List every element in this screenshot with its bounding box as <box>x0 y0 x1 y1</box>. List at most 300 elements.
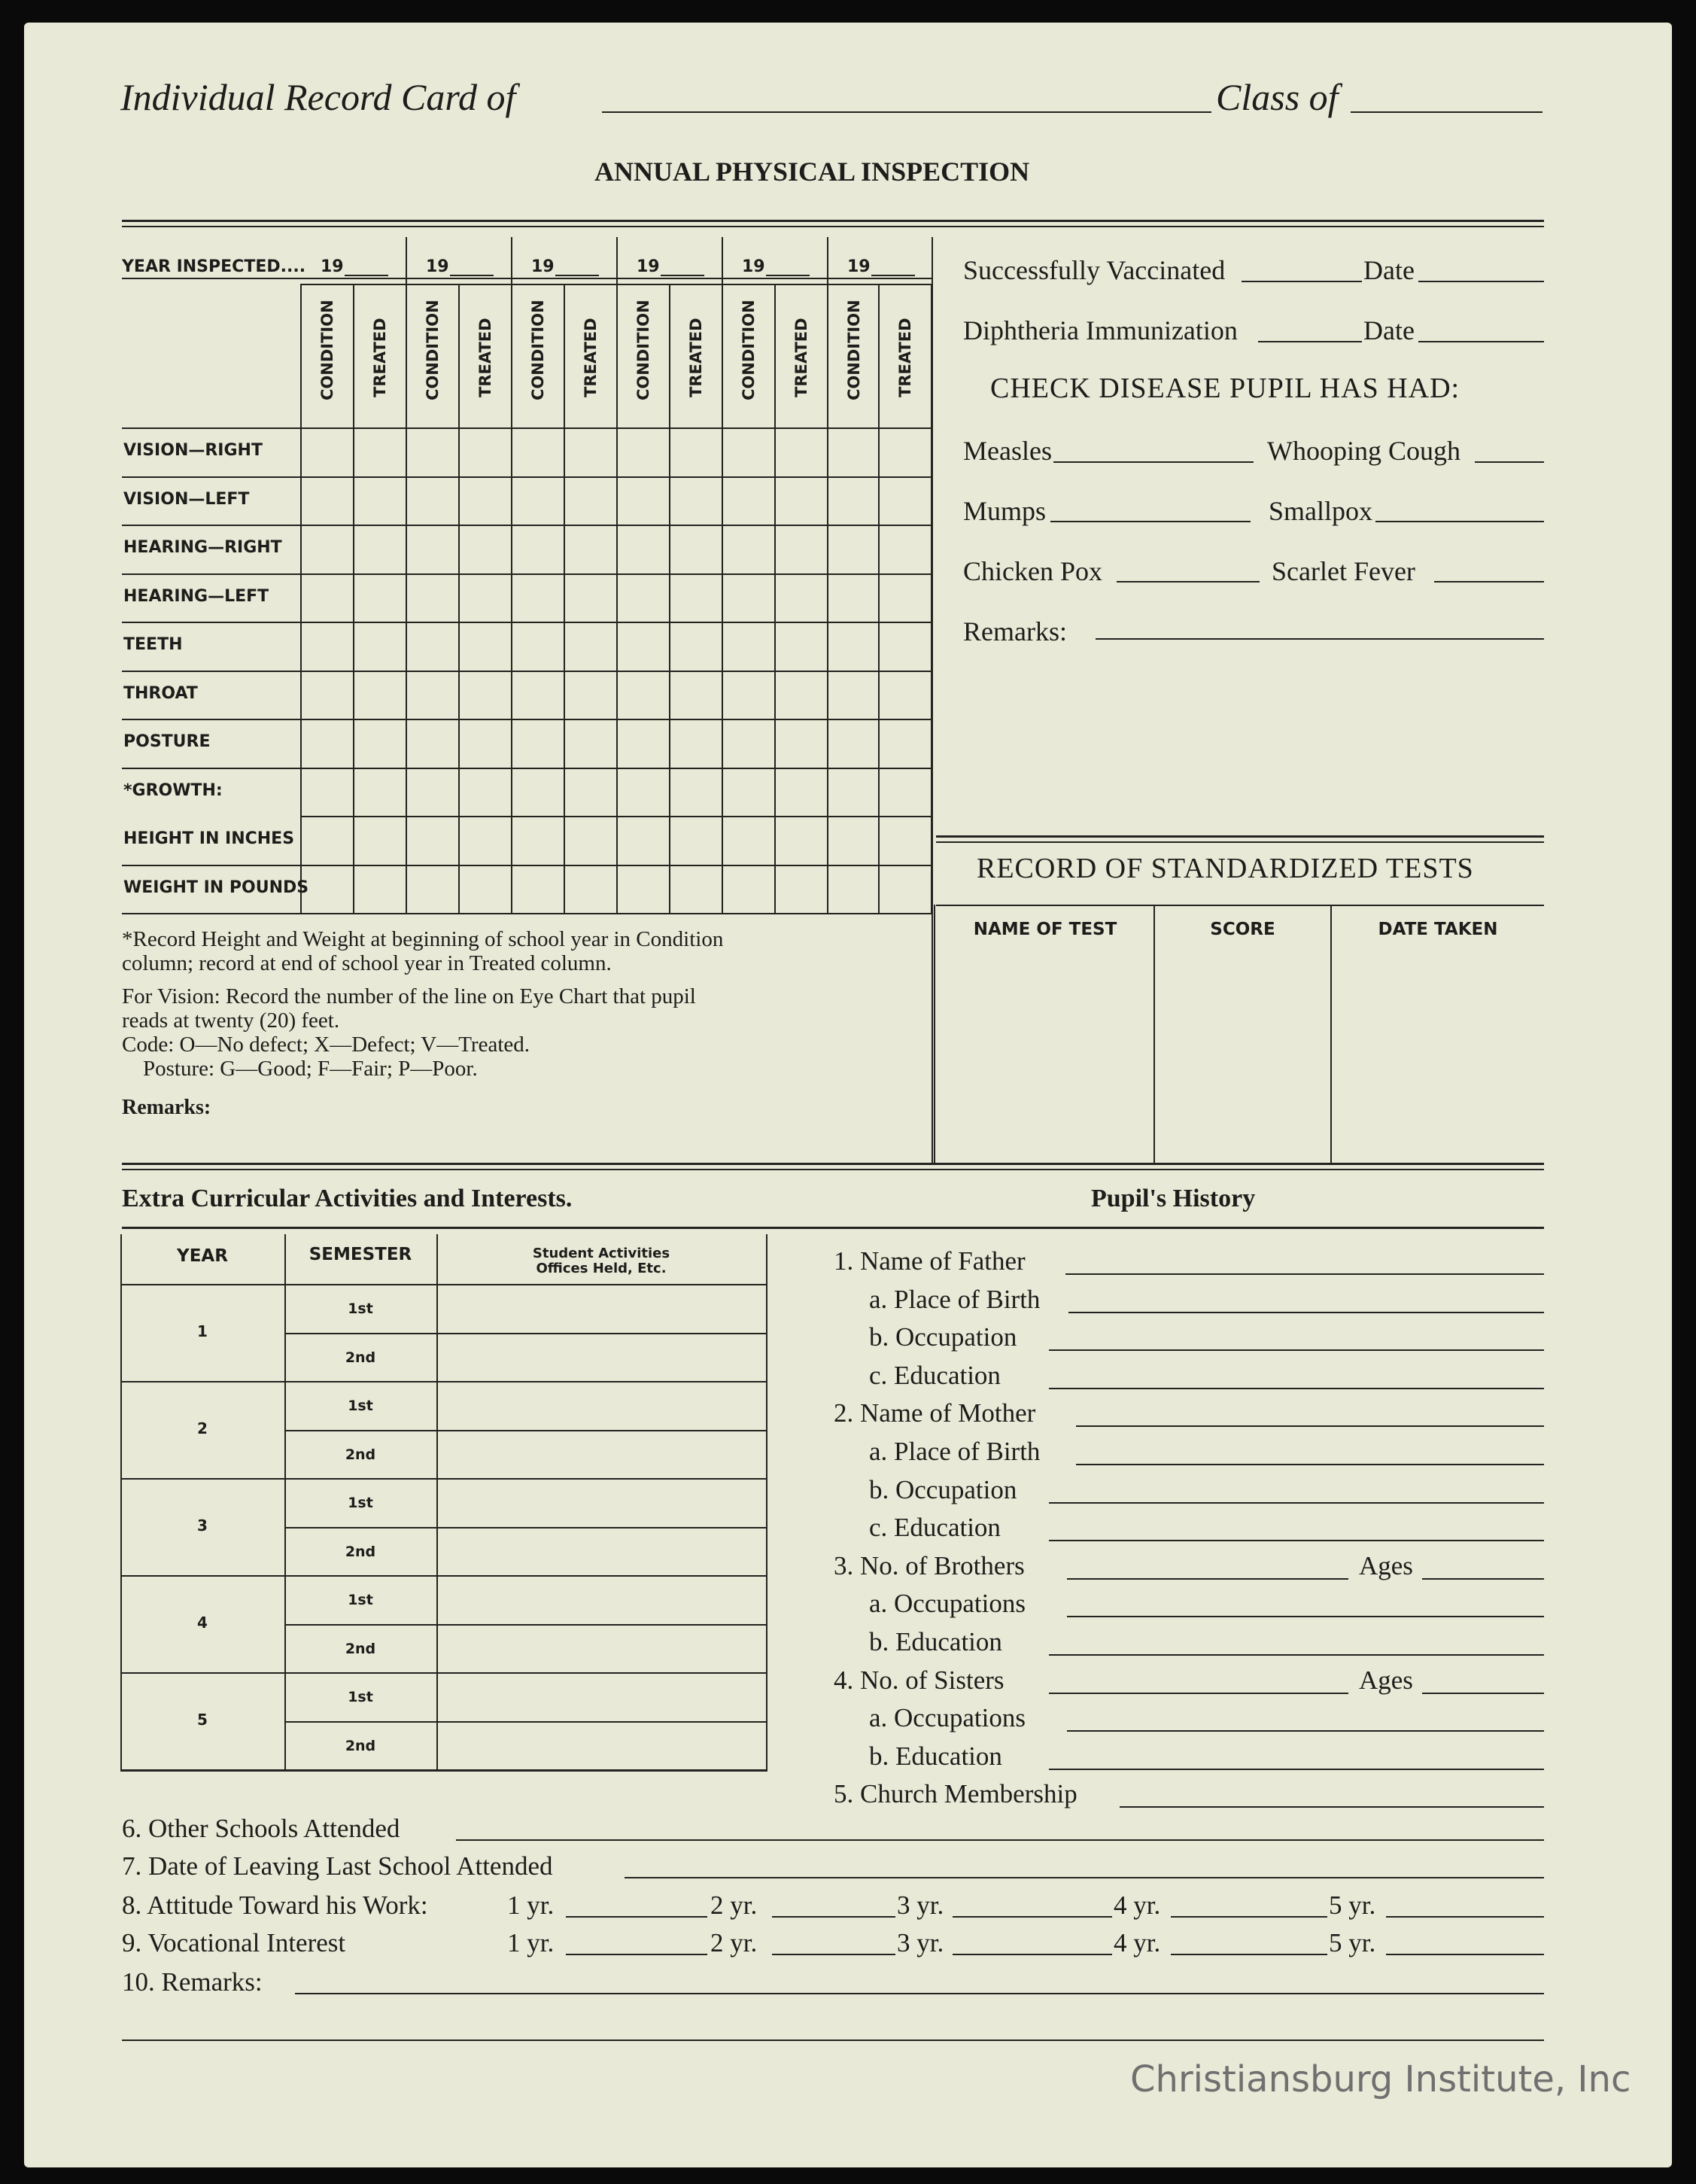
inspection-cell[interactable] <box>671 721 721 765</box>
tests-col-date: DATE TAKEN <box>1378 920 1498 939</box>
year-label: 2 yr. <box>710 1928 758 1957</box>
inspection-cell[interactable] <box>566 673 615 717</box>
note-line: reads at twenty (20) feet. <box>122 1008 340 1033</box>
inspection-row-label: VISION—LEFT <box>123 489 250 509</box>
inspection-cell[interactable] <box>513 479 563 523</box>
semester-label: 1st <box>348 1495 373 1511</box>
inspection-row-label: *GROWTH: <box>123 780 223 800</box>
inspection-cell[interactable] <box>829 576 877 620</box>
year-label: 5 yr. <box>1329 1928 1376 1957</box>
tests-heading: RECORD OF STANDARDIZED TESTS <box>977 853 1474 884</box>
inspection-cell[interactable] <box>566 430 615 474</box>
inspection-cell[interactable] <box>671 479 721 523</box>
inspection-row-label: WEIGHT IN POUNDS <box>123 878 309 897</box>
inspection-cell[interactable] <box>460 430 510 474</box>
year-divider <box>827 237 828 284</box>
activities-col-year: YEAR <box>177 1246 228 1266</box>
activities-col-student: Student Activities <box>532 1246 670 1261</box>
inspection-cell[interactable] <box>460 867 510 911</box>
check-disease-heading: CHECK DISEASE PUPIL HAS HAD: <box>990 373 1460 404</box>
bottom-line-label: 7. Date of Leaving Last School Attended <box>122 1851 553 1881</box>
inspection-cell[interactable] <box>619 673 668 717</box>
bottom-rule <box>122 2040 1544 2041</box>
inspection-cell[interactable] <box>880 527 930 571</box>
activities-col-offices: Offices Held, Etc. <box>536 1261 667 1276</box>
activities-year-label: 1 <box>197 1322 208 1340</box>
inspection-cell[interactable] <box>619 576 668 620</box>
semester-label: 2nd <box>345 1446 376 1463</box>
ages-field[interactable] <box>1422 1578 1544 1580</box>
grid-row-line <box>122 768 932 769</box>
inspection-cell[interactable] <box>513 430 563 474</box>
inspection-cell[interactable] <box>777 527 826 571</box>
year-field[interactable] <box>555 275 599 276</box>
inspection-cell[interactable] <box>355 721 405 765</box>
health-remarks-field[interactable] <box>1096 638 1544 640</box>
inspection-cell[interactable] <box>513 770 563 814</box>
card-title: Individual Record Card of <box>120 76 516 118</box>
inspection-cell[interactable] <box>408 867 457 911</box>
grid-row-line <box>122 573 932 575</box>
inspection-cell[interactable] <box>355 673 405 717</box>
activities-col-line <box>766 1234 767 1769</box>
inspection-cell[interactable] <box>302 479 352 523</box>
year-divider <box>406 237 407 284</box>
inspection-cell[interactable] <box>829 430 877 474</box>
history-field[interactable] <box>1049 1693 1348 1694</box>
watermark: Christiansburg Institute, Inc <box>1130 2058 1631 2100</box>
history-field[interactable] <box>1067 1616 1544 1617</box>
mid-rule-2 <box>122 1169 1544 1170</box>
history-line-label: b. Occupation <box>869 1322 1017 1352</box>
year-rating-field[interactable] <box>953 1954 1112 1955</box>
activity-cell[interactable] <box>439 1675 763 1718</box>
semester-rule <box>284 1527 766 1528</box>
activity-cell[interactable] <box>439 1481 763 1524</box>
history-field[interactable] <box>1049 1540 1544 1541</box>
inspection-cell[interactable] <box>302 430 352 474</box>
activities-header-rule <box>120 1284 436 1285</box>
tests-col-divider <box>1153 905 1155 1163</box>
inspection-cell[interactable] <box>724 479 774 523</box>
history-line-label: a. Occupations <box>869 1703 1026 1733</box>
year-divider <box>511 237 512 284</box>
activities-col-line <box>120 1234 122 1769</box>
year-divider <box>722 237 723 284</box>
activities-col-semester: SEMESTER <box>309 1245 412 1264</box>
year-label: 4 yr. <box>1114 1928 1161 1957</box>
condition-header: CONDITION <box>845 300 863 400</box>
inspection-cell[interactable] <box>460 527 510 571</box>
inspection-cell[interactable] <box>302 721 352 765</box>
activity-cell[interactable] <box>439 1336 763 1379</box>
inspection-cell[interactable] <box>619 867 668 911</box>
inspection-cell[interactable] <box>671 673 721 717</box>
year-rule <box>120 1575 766 1577</box>
inspection-cell[interactable] <box>880 867 930 911</box>
inspection-cell[interactable] <box>355 867 405 911</box>
inspection-cell[interactable] <box>829 818 877 862</box>
activity-cell[interactable] <box>439 1627 763 1670</box>
inspection-cell[interactable] <box>829 721 877 765</box>
inspection-cell[interactable] <box>880 721 930 765</box>
inspection-cell[interactable] <box>671 430 721 474</box>
inspection-cell[interactable] <box>460 818 510 862</box>
mid-rule <box>122 1163 1544 1165</box>
inspection-cell[interactable] <box>408 721 457 765</box>
tests-col-score: SCORE <box>1210 920 1275 939</box>
inspection-cell[interactable] <box>724 430 774 474</box>
tests-header-rule <box>936 905 1544 906</box>
disease-field[interactable] <box>1375 521 1544 522</box>
year-label: 3 yr. <box>897 1890 944 1920</box>
inspection-cell[interactable] <box>724 770 774 814</box>
year-field[interactable] <box>766 275 810 276</box>
grid-row-line <box>122 622 932 623</box>
inspection-cell[interactable] <box>408 576 457 620</box>
history-field[interactable] <box>1076 1464 1544 1465</box>
inspection-cell[interactable] <box>777 721 826 765</box>
inspection-cell[interactable] <box>619 721 668 765</box>
year-prefix: 19 <box>426 257 449 276</box>
inspection-cell[interactable] <box>724 721 774 765</box>
inspection-cell[interactable] <box>302 576 352 620</box>
inspection-cell[interactable] <box>829 770 877 814</box>
inspection-cell[interactable] <box>777 479 826 523</box>
inspection-cell[interactable] <box>566 721 615 765</box>
grid-rule <box>122 278 932 279</box>
inspection-cell[interactable] <box>408 818 457 862</box>
disease-field[interactable] <box>1434 581 1544 583</box>
year-rating-field[interactable] <box>1386 1916 1544 1918</box>
section-rule <box>122 1227 1544 1229</box>
inspection-cell[interactable] <box>880 576 930 620</box>
inspection-cell[interactable] <box>302 867 352 911</box>
grid-rule <box>122 427 932 429</box>
activity-cell[interactable] <box>439 1530 763 1573</box>
history-field[interactable] <box>1076 1425 1544 1427</box>
inspection-cell[interactable] <box>880 673 930 717</box>
diphtheria-date-field[interactable] <box>1418 341 1544 342</box>
disease-label: Measles <box>963 436 1052 466</box>
inspection-cell[interactable] <box>460 721 510 765</box>
note-line: Code: O—No defect; X—Defect; V—Treated. <box>122 1033 530 1057</box>
tests-rule <box>936 835 1544 838</box>
inspection-cell[interactable] <box>566 624 615 668</box>
inspection-cell[interactable] <box>880 624 930 668</box>
inspection-cell[interactable] <box>566 527 615 571</box>
inspection-cell[interactable] <box>619 430 668 474</box>
history-field[interactable] <box>1065 1273 1544 1275</box>
year-divider <box>616 237 618 284</box>
history-line-label: 3. No. of Brothers <box>834 1550 1025 1580</box>
condition-header: CONDITION <box>634 300 652 400</box>
year-rating-field[interactable] <box>772 1916 895 1918</box>
year-rating-field[interactable] <box>566 1916 707 1918</box>
grid-row-line <box>122 525 932 526</box>
inspection-cell[interactable] <box>777 770 826 814</box>
inspection-cell[interactable] <box>724 867 774 911</box>
inspection-cell[interactable] <box>302 770 352 814</box>
inspection-cell[interactable] <box>829 624 877 668</box>
inspection-notes <box>122 927 723 1081</box>
inspection-cell[interactable] <box>777 818 826 862</box>
inspection-cell[interactable] <box>671 624 721 668</box>
year-rating-field[interactable] <box>566 1954 707 1955</box>
year-rating-field[interactable] <box>772 1954 895 1955</box>
inspection-cell[interactable] <box>460 576 510 620</box>
inspection-cell[interactable] <box>724 624 774 668</box>
inspection-cell[interactable] <box>619 527 668 571</box>
inspection-cell[interactable] <box>408 673 457 717</box>
inspection-cell[interactable] <box>777 624 826 668</box>
history-line-label: c. Education <box>869 1360 1001 1390</box>
inspection-cell[interactable] <box>671 576 721 620</box>
inspection-cell[interactable] <box>880 770 930 814</box>
inspection-cell[interactable] <box>566 479 615 523</box>
inspection-cell[interactable] <box>408 430 457 474</box>
inspection-cell[interactable] <box>619 479 668 523</box>
history-field[interactable] <box>1120 1806 1544 1808</box>
history-line-label: a. Place of Birth <box>869 1284 1041 1314</box>
inspection-cell[interactable] <box>355 479 405 523</box>
inspection-cell[interactable] <box>460 770 510 814</box>
history-field[interactable] <box>1068 1312 1544 1313</box>
top-rule <box>122 220 1544 222</box>
bottom-field[interactable] <box>456 1839 1544 1841</box>
note-line: For Vision: Record the number of the line on Eye Chart that pupil <box>122 984 696 1008</box>
disease-field[interactable] <box>1475 461 1544 463</box>
treated-header: TREATED <box>371 318 389 397</box>
inspection-cell[interactable] <box>513 576 563 620</box>
activity-cell[interactable] <box>439 1384 763 1427</box>
activity-cell[interactable] <box>439 1724 763 1767</box>
bottom-line-label: 8. Attitude Toward his Work: <box>122 1890 428 1920</box>
history-line-label: 2. Name of Mother <box>834 1398 1036 1428</box>
inspection-cell[interactable] <box>829 527 877 571</box>
inspection-row-label: POSTURE <box>123 732 211 751</box>
activities-year-label: 3 <box>197 1516 208 1535</box>
history-field[interactable] <box>1067 1578 1348 1580</box>
inspection-cell[interactable] <box>513 527 563 571</box>
diphtheria-field[interactable] <box>1258 341 1362 342</box>
semester-label: 1st <box>348 1398 373 1414</box>
year-rating-field[interactable] <box>1171 1954 1327 1955</box>
inspection-cell[interactable] <box>777 673 826 717</box>
grid-rule <box>122 913 932 914</box>
grid-row-line <box>301 816 932 817</box>
inspection-cell[interactable] <box>880 818 930 862</box>
year-rating-field[interactable] <box>953 1916 1112 1918</box>
inspection-cell[interactable] <box>460 624 510 668</box>
year-prefix: 19 <box>742 257 765 276</box>
inspection-cell[interactable] <box>566 818 615 862</box>
grid-row-line <box>122 865 932 866</box>
inspection-row-label: HEARING—RIGHT <box>123 538 282 557</box>
tests-rule-2 <box>936 841 1544 843</box>
inspection-row-label: VISION—RIGHT <box>123 441 263 460</box>
grid-col-line <box>458 284 460 913</box>
inspection-cell[interactable] <box>408 624 457 668</box>
inspection-cell[interactable] <box>302 527 352 571</box>
history-line-label: c. Education <box>869 1513 1001 1543</box>
history-field[interactable] <box>1067 1730 1544 1732</box>
bottom-field[interactable] <box>625 1877 1544 1878</box>
inspection-cell[interactable] <box>460 673 510 717</box>
inspection-cell[interactable] <box>724 527 774 571</box>
inspection-cell[interactable] <box>355 624 405 668</box>
grid-row-line <box>122 476 932 478</box>
vaccinated-date-field[interactable] <box>1418 281 1544 282</box>
inspection-cell[interactable] <box>513 673 563 717</box>
ages-field[interactable] <box>1422 1693 1544 1694</box>
inspection-cell[interactable] <box>513 818 563 862</box>
semester-rule <box>284 1333 766 1334</box>
bottom-line-label: 9. Vocational Interest <box>122 1928 346 1957</box>
year-label: 3 yr. <box>897 1928 944 1957</box>
inspection-cell[interactable] <box>513 624 563 668</box>
history-line-label: b. Education <box>869 1627 1002 1656</box>
inspection-cell[interactable] <box>777 576 826 620</box>
disease-field[interactable] <box>1053 461 1254 463</box>
inspection-cell[interactable] <box>671 770 721 814</box>
inspection-cell[interactable] <box>671 867 721 911</box>
history-line-label: a. Occupations <box>869 1589 1026 1619</box>
inspection-cell[interactable] <box>566 770 615 814</box>
year-label: 1 yr. <box>507 1890 555 1920</box>
year-field[interactable] <box>871 275 915 276</box>
vaccinated-label: Successfully Vaccinated <box>963 255 1226 285</box>
semester-label: 1st <box>348 1689 373 1705</box>
class-field[interactable] <box>1351 111 1543 113</box>
note-line: column; record at end of school year in Treated column. <box>122 951 612 975</box>
disease-field[interactable] <box>1050 521 1251 522</box>
condition-header: CONDITION <box>318 300 336 400</box>
activities-col-line <box>436 1234 438 1769</box>
inspection-cell[interactable] <box>566 867 615 911</box>
treated-header: TREATED <box>687 318 705 397</box>
inspection-cell[interactable] <box>513 721 563 765</box>
activity-cell[interactable] <box>439 1433 763 1476</box>
bottom-line-label: 10. Remarks: <box>122 1967 263 1997</box>
inspection-cell[interactable] <box>566 576 615 620</box>
year-prefix: 19 <box>637 257 660 276</box>
inspection-cell[interactable] <box>302 673 352 717</box>
inspection-cell[interactable] <box>355 527 405 571</box>
inspection-remarks-label: Remarks: <box>122 1096 211 1119</box>
vaccinated-date-label: Date <box>1363 255 1415 285</box>
inspection-cell[interactable] <box>829 867 877 911</box>
year-rule <box>120 1672 766 1674</box>
inspection-cell[interactable] <box>671 527 721 571</box>
history-field[interactable] <box>1049 1502 1544 1504</box>
inspection-cell[interactable] <box>619 818 668 862</box>
activity-cell[interactable] <box>439 1287 763 1330</box>
inspection-cell[interactable] <box>460 479 510 523</box>
year-rating-field[interactable] <box>1386 1954 1544 1955</box>
grid-col-line <box>669 284 670 913</box>
inspection-cell[interactable] <box>724 818 774 862</box>
bottom-field[interactable] <box>295 1993 1544 1994</box>
semester-label: 1st <box>348 1592 373 1608</box>
inspection-cell[interactable] <box>513 867 563 911</box>
inspection-cell[interactable] <box>671 818 721 862</box>
inspection-cell[interactable] <box>619 770 668 814</box>
semester-rule <box>284 1624 766 1626</box>
semester-label: 2nd <box>345 1737 376 1754</box>
year-label: 4 yr. <box>1114 1890 1161 1920</box>
note-line: *Record Height and Weight at beginning of school year in Condition <box>122 927 724 951</box>
vaccinated-field[interactable] <box>1242 281 1362 282</box>
history-field[interactable] <box>1049 1349 1544 1351</box>
treated-header: TREATED <box>582 318 600 397</box>
inspection-cell[interactable] <box>777 430 826 474</box>
year-field[interactable] <box>345 275 388 276</box>
grid-col-line <box>616 284 618 913</box>
treated-header: TREATED <box>792 318 810 397</box>
inspection-row-label: THROAT <box>123 683 198 703</box>
inspection-cell[interactable] <box>880 430 930 474</box>
inspection-cell[interactable] <box>302 818 352 862</box>
condition-header: CONDITION <box>424 300 442 400</box>
name-field[interactable] <box>602 111 1211 113</box>
inspection-cell[interactable] <box>619 624 668 668</box>
inspection-cell[interactable] <box>829 479 877 523</box>
activities-year-label: 2 <box>197 1419 208 1437</box>
grid-col-line <box>827 284 828 913</box>
semester-rule <box>284 1430 766 1431</box>
diphtheria-date-label: Date <box>1363 315 1415 345</box>
treated-header: TREATED <box>476 318 494 397</box>
semester-label: 1st <box>348 1300 373 1317</box>
inspection-cell[interactable] <box>724 576 774 620</box>
inspection-cell[interactable] <box>777 867 826 911</box>
inspection-cell[interactable] <box>408 479 457 523</box>
semester-label: 2nd <box>345 1543 376 1560</box>
inspection-cell[interactable] <box>355 576 405 620</box>
inspection-cell[interactable] <box>880 479 930 523</box>
inspection-cell[interactable] <box>408 527 457 571</box>
inspection-cell[interactable] <box>829 673 877 717</box>
inspection-row-label: HEARING—LEFT <box>123 586 269 606</box>
history-field[interactable] <box>1049 1769 1544 1770</box>
history-line-label: 1. Name of Father <box>834 1246 1026 1276</box>
history-line-label: b. Occupation <box>869 1474 1017 1504</box>
tests-border-left <box>934 905 935 1163</box>
disease-field[interactable] <box>1117 581 1260 583</box>
grid-row-line <box>122 671 932 672</box>
year-field[interactable] <box>450 275 494 276</box>
inspection-cell[interactable] <box>302 624 352 668</box>
year-rule <box>120 1381 766 1382</box>
year-field[interactable] <box>661 275 704 276</box>
inspection-cell[interactable] <box>724 673 774 717</box>
inspection-cell[interactable] <box>408 770 457 814</box>
semester-rule <box>284 1721 766 1723</box>
inspection-cell[interactable] <box>355 770 405 814</box>
history-line-label: 5. Church Membership <box>834 1779 1077 1809</box>
grid-col-line <box>406 284 407 913</box>
inspection-row-label: TEETH <box>123 635 183 654</box>
history-field[interactable] <box>1049 1654 1544 1656</box>
inspection-cell[interactable] <box>355 430 405 474</box>
inspection-cell[interactable] <box>355 818 405 862</box>
tests-col-divider <box>1330 905 1332 1163</box>
year-rating-field[interactable] <box>1171 1916 1327 1918</box>
class-label: Class of <box>1216 76 1339 118</box>
activity-cell[interactable] <box>439 1578 763 1621</box>
history-field[interactable] <box>1049 1388 1544 1389</box>
